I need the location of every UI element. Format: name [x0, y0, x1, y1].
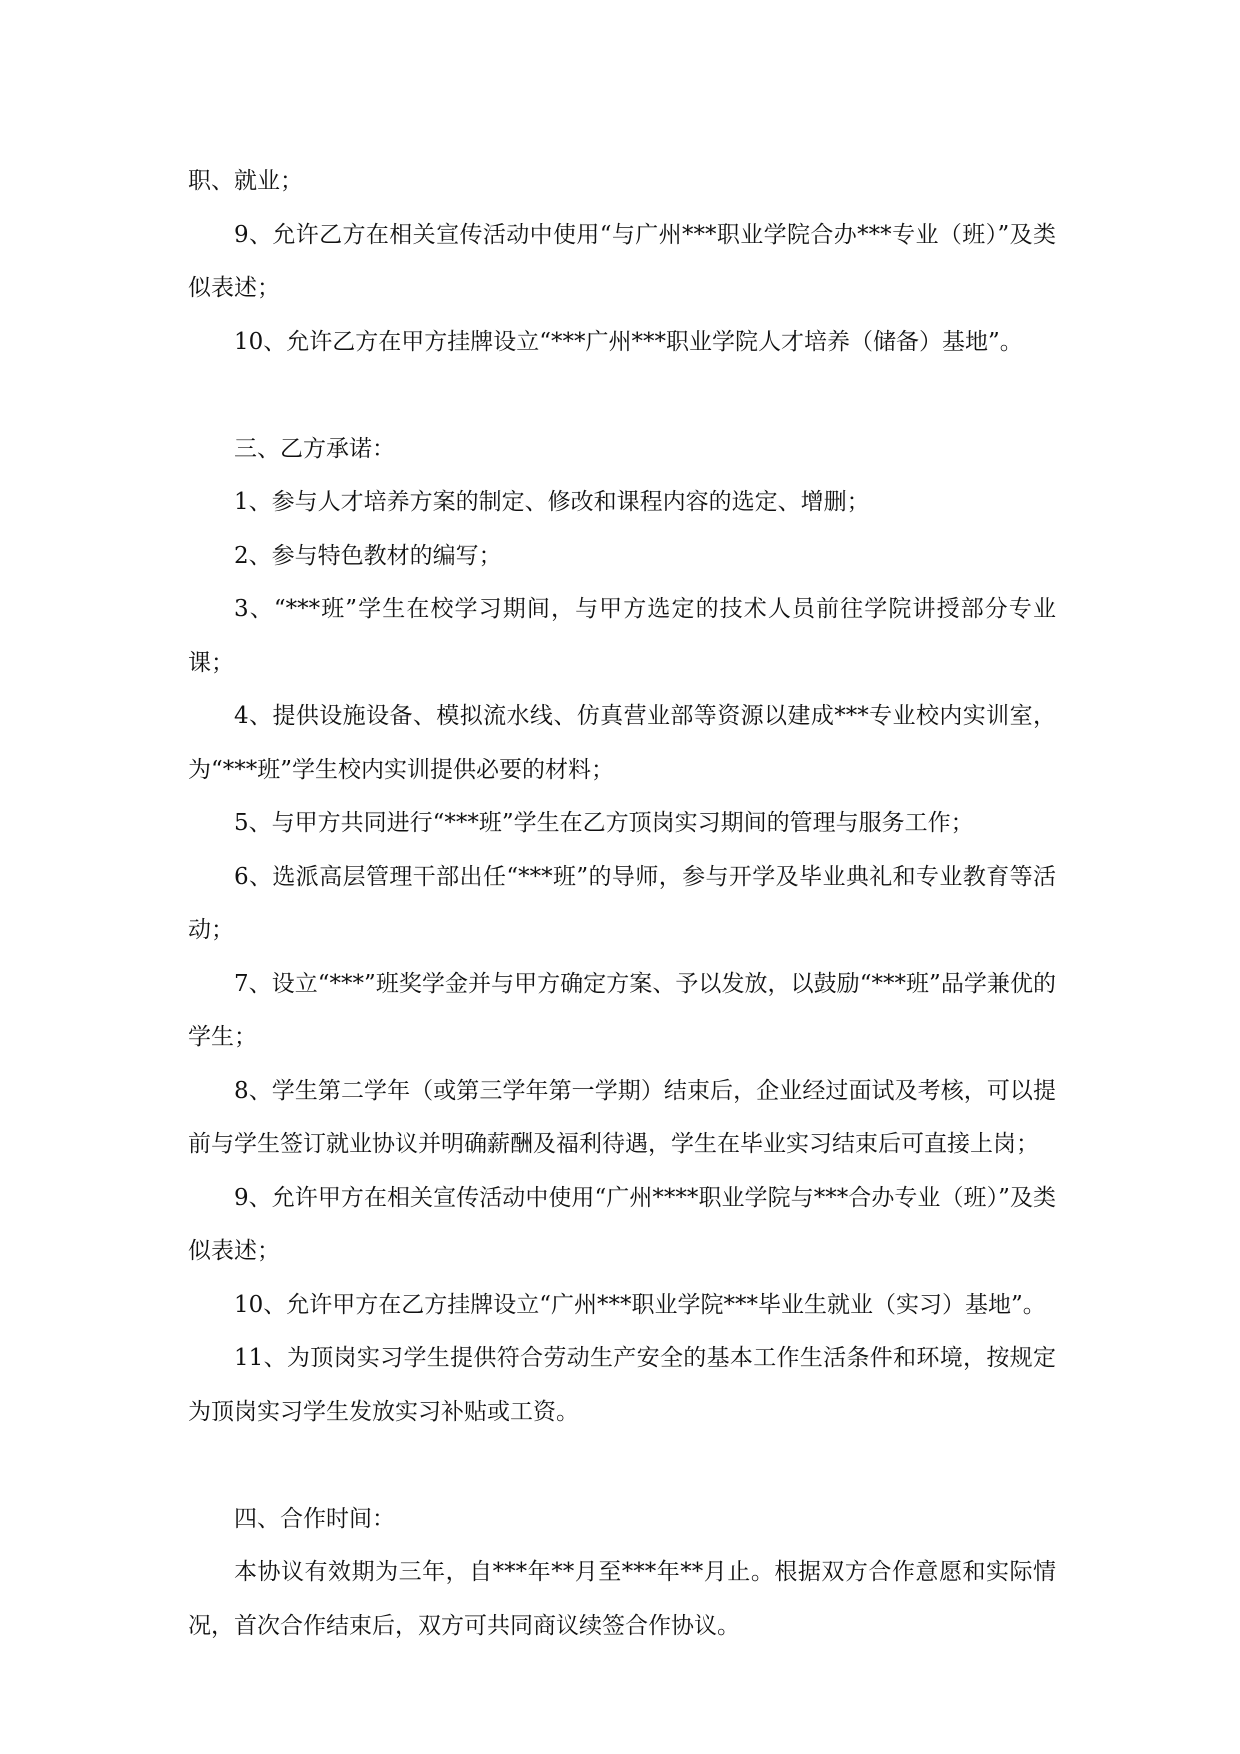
section3-heading: 三、乙方承诺： [234, 435, 395, 462]
paragraph-gap [188, 369, 1056, 423]
section2-item-9: 9、允许乙方在相关宣传活动中使用“与广州***职业学院合办***专业（班）”及类似表述； [188, 221, 1056, 301]
section4-heading: 四、合作时间： [234, 1505, 395, 1532]
section3-item-4: 4、提供设施设备、模拟流水线、仿真营业部等资源以建成***专业校内实训室，为“***班”学生校内实训提供必要的材料； [188, 703, 1056, 783]
section3-item-5: 5、与甲方共同进行“***班”学生在乙方顶岗实习期间的管理与服务工作； [234, 810, 974, 836]
continued-text: 职、就业； [188, 168, 303, 194]
section3-item-1: 1、参与人才培养方案的制定、修改和课程内容的选定、增删； [234, 489, 870, 515]
document-body [188, 155, 1056, 1653]
section4-paragraph: 本协议有效期为三年，自***年**月至***年**月止。根据双方合作意愿和实际情况，首次合作结束后，双方可共同商议续签合作协议。 [188, 1559, 1056, 1639]
section3-item-7: 7、设立“***”班奖学金并与甲方确定方案、予以发放，以鼓励“***班”品学兼优的学生； [188, 970, 1056, 1050]
section3-item-2: 2、参与特色教材的编写； [234, 542, 502, 569]
section3-item-10: 10、允许甲方在乙方挂牌设立“广州***职业学院***毕业生就业（实习）基地”。 [234, 1291, 1046, 1318]
section3-item-11: 11、为顶岗实习学生提供符合劳动生产安全的基本工作生活条件和环境，按规定为顶岗实习学生发放实习补贴或工资。 [188, 1345, 1056, 1425]
section3-item-3: 3、“***班”学生在校学习期间，与甲方选定的技术人员前往学院讲授部分专业课； [188, 596, 1056, 676]
section3-item-6: 6、选派高层管理干部出任“***班”的导师，参与开学及毕业典礼和专业教育等活动； [188, 863, 1056, 943]
paragraph-gap [188, 1439, 1056, 1493]
section3-item-9: 9、允许甲方在相关宣传活动中使用“广州****职业学院与***合办专业（班）”及类似表述； [188, 1184, 1056, 1264]
section3-item-8: 8、学生第二学年（或第三学年第一学期）结束后，企业经过面试及考核，可以提前与学生签订就业协议并明确薪酬及福利待遇，学生在毕业实习结束后可直接上岗； [188, 1077, 1056, 1157]
section2-item-10: 10、允许乙方在甲方挂牌设立“***广州***职业学院人才培养（储备）基地”。 [234, 328, 1023, 355]
